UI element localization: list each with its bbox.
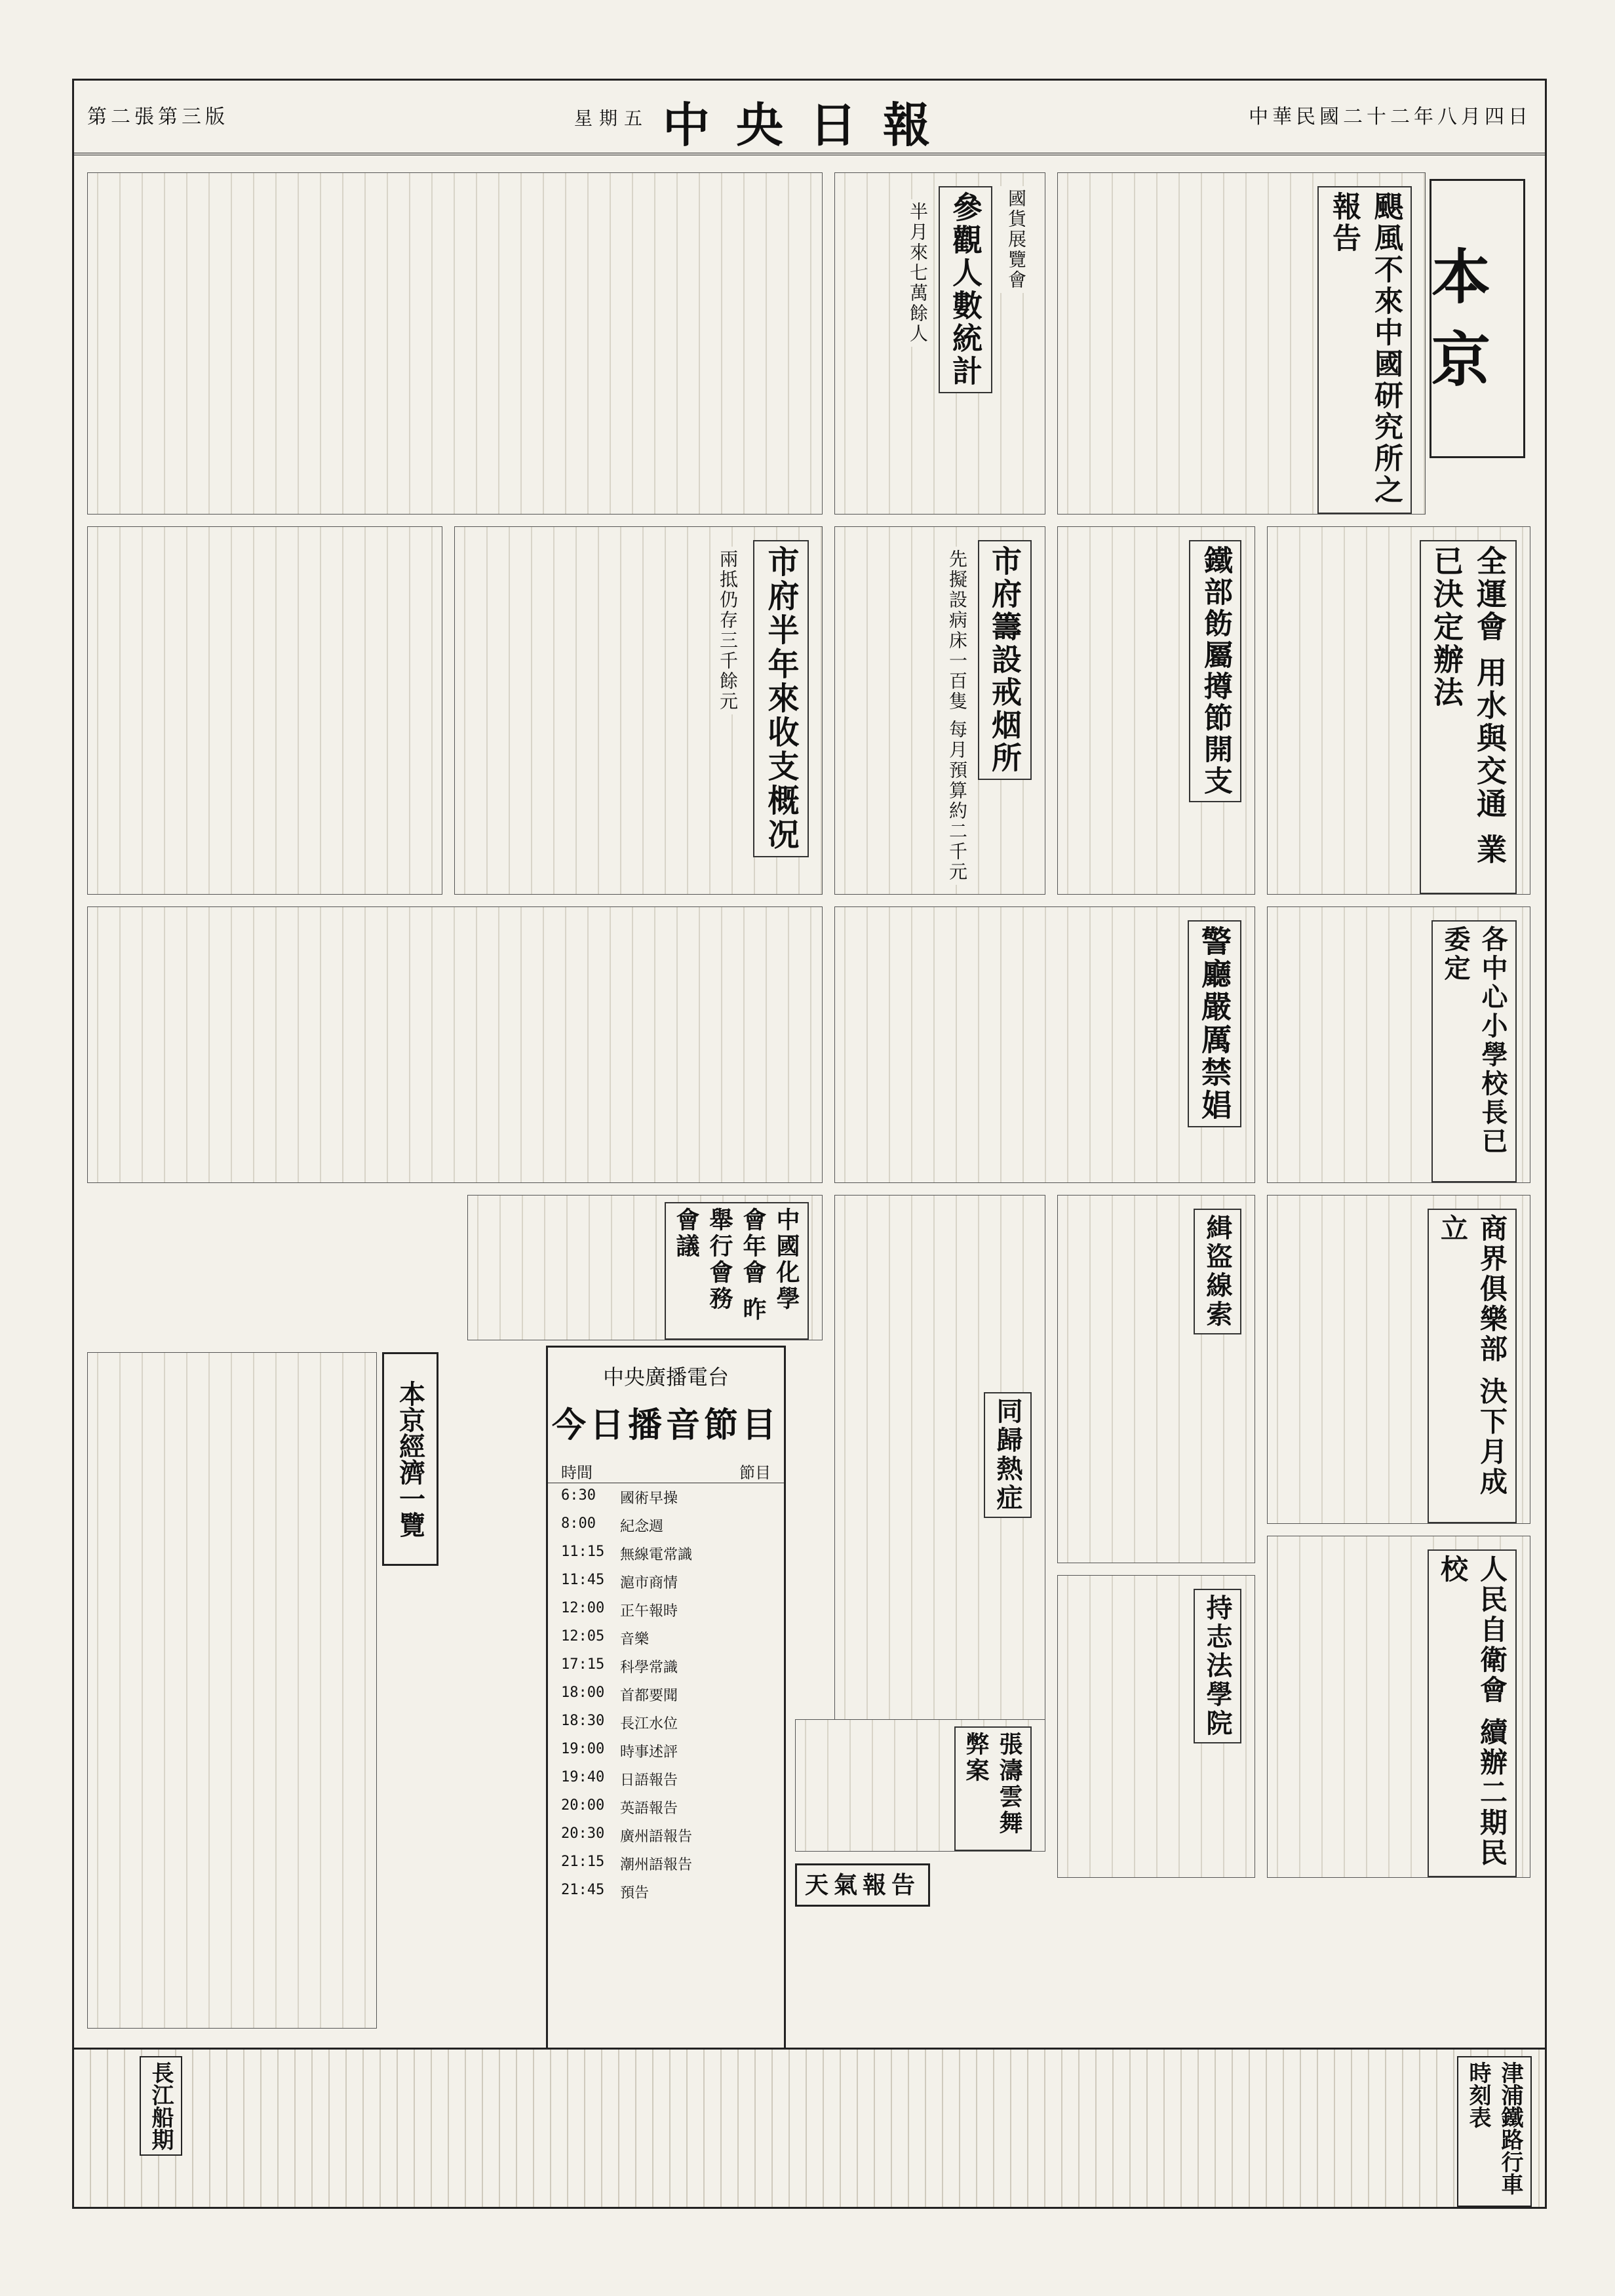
headline-opium-sub: 先擬設病床一百隻 每月預算約二千元 xyxy=(941,547,973,885)
article-misc-upper xyxy=(87,172,823,515)
shipping-label: 長江船期 xyxy=(140,2056,182,2156)
article-law xyxy=(1057,1575,1255,1878)
schedule-row xyxy=(548,1681,784,1709)
headline-exhibition-title: 國貨展覽會 xyxy=(1000,186,1032,293)
article-opium xyxy=(834,526,1045,895)
schedule-header xyxy=(548,1460,784,1483)
schedule-row xyxy=(548,1709,784,1737)
schedule-row xyxy=(548,1596,784,1624)
schedule-program: 無線電常識 xyxy=(620,1547,693,1563)
headline-civil: 人民自衛會 續辦二期民校 xyxy=(1428,1549,1517,1877)
schedule-row xyxy=(548,1821,784,1850)
schedule-program: 廣州語報告 xyxy=(620,1829,693,1845)
weather-box xyxy=(795,1863,930,1907)
schedule-program: 日語報告 xyxy=(620,1772,678,1789)
schedule-time: 12:05 xyxy=(561,1628,605,1644)
schedule-row xyxy=(548,1624,784,1652)
article-business xyxy=(1267,1195,1530,1524)
schedule-col-time: 時間 xyxy=(561,1464,593,1482)
schedule-program: 首都要聞 xyxy=(620,1688,678,1704)
headline-chemistry: 中國化學會年會 昨舉行會務會議 xyxy=(665,1202,809,1340)
schedule-program: 正午報時 xyxy=(620,1603,678,1620)
headline-heat: 同歸熱症 xyxy=(984,1392,1032,1518)
schedule-station: 中央廣播電台 xyxy=(602,1365,729,1390)
headline-dance: 張濤雲舞弊案 xyxy=(954,1726,1032,1851)
schedule-time: 12:00 xyxy=(561,1600,605,1616)
economy-label: 本京經濟一覽 xyxy=(395,1380,426,1538)
article-prostitution xyxy=(834,906,1255,1183)
schedule-program: 英語報告 xyxy=(620,1800,678,1817)
schedule-program: 預告 xyxy=(620,1885,650,1901)
section-label-text: 本京 xyxy=(1431,243,1490,395)
headline-law: 持志法學院 xyxy=(1194,1589,1241,1743)
article-civil xyxy=(1267,1536,1530,1878)
schedule-row xyxy=(548,1850,784,1878)
article-typhoon xyxy=(1057,172,1426,515)
headline-fraud: 緝盜線索 xyxy=(1194,1209,1241,1334)
section-label xyxy=(1430,179,1525,458)
article-misc-middle xyxy=(87,906,823,1183)
schedule-program: 時事述評 xyxy=(620,1744,678,1761)
headline-exhibition-main: 參觀人數統計 xyxy=(939,186,992,393)
headline-schools: 各中心小學校長已委定 xyxy=(1431,920,1517,1182)
schedule-time: 18:00 xyxy=(561,1684,605,1701)
schedule-time: 17:15 xyxy=(561,1656,605,1673)
masthead xyxy=(74,81,1545,155)
headline-business: 商界俱樂部 決下月成立 xyxy=(1428,1209,1517,1523)
economy-box xyxy=(382,1352,438,1566)
schedule-col-prog: 節目 xyxy=(739,1464,771,1482)
schedule-program: 長江水位 xyxy=(620,1716,678,1732)
article-dance xyxy=(795,1719,1045,1852)
schedule-title: 今日播音節目 xyxy=(551,1405,780,1445)
schedule-program: 音樂 xyxy=(620,1631,650,1648)
train-ship-table xyxy=(74,2048,1545,2207)
schedule-program: 潮州語報告 xyxy=(620,1857,693,1873)
schedule-row xyxy=(548,1793,784,1821)
newspaper-page xyxy=(72,79,1547,2209)
schedule-time: 18:30 xyxy=(561,1713,605,1729)
railway-timetable-label: 津浦鐵路行車時刻表 xyxy=(1457,2056,1532,2207)
article-schools xyxy=(1267,906,1530,1183)
masthead-weekday: 星期五 xyxy=(574,107,649,129)
schedule-row xyxy=(548,1878,784,1906)
masthead-date: 中華民國二十二年八月四日 xyxy=(1249,106,1532,128)
schedule-time: 19:00 xyxy=(561,1741,605,1757)
article-exhibition xyxy=(834,172,1045,515)
headline-exhibition-sub: 半月來七萬餘人 xyxy=(902,199,933,347)
radio-schedule xyxy=(546,1346,786,2084)
headline-opium: 市府籌設戒烟所 xyxy=(978,540,1032,780)
masthead-edition: 第二張第三版 xyxy=(87,106,229,128)
schedule-program: 紀念週 xyxy=(620,1519,664,1535)
article-railway xyxy=(1057,526,1255,895)
schedule-time: 21:15 xyxy=(561,1854,605,1870)
schedule-time: 20:00 xyxy=(561,1797,605,1814)
schedule-time: 11:15 xyxy=(561,1544,605,1560)
schedule-row xyxy=(548,1765,784,1793)
schedule-time: 6:30 xyxy=(561,1487,596,1504)
schedule-row xyxy=(548,1483,784,1511)
headline-prostitution: 警廳嚴厲禁娼 xyxy=(1188,920,1241,1127)
schedule-row xyxy=(548,1511,784,1540)
schedule-time: 21:45 xyxy=(561,1882,605,1898)
headline-budget-sub: 兩抵仍存三千餘元 xyxy=(712,547,743,714)
schedule-program: 國術早操 xyxy=(620,1490,678,1507)
headline-water: 全運會 用水與交通 業已決定辦法 xyxy=(1420,540,1517,894)
schedule-row xyxy=(548,1540,784,1568)
article-misc-left xyxy=(87,526,442,895)
headline-typhoon: 颶風不來中國研究所之報告 xyxy=(1317,186,1412,514)
schedule-time: 8:00 xyxy=(561,1515,596,1532)
schedule-time: 20:30 xyxy=(561,1825,605,1842)
article-water xyxy=(1267,526,1530,895)
schedule-row xyxy=(548,1737,784,1765)
schedule-rows xyxy=(548,1483,784,1906)
schedule-program: 科學常識 xyxy=(620,1660,678,1676)
article-fraud xyxy=(1057,1195,1255,1563)
headline-railway: 鐵部飭屬撙節開支 xyxy=(1189,540,1241,802)
schedule-row xyxy=(548,1568,784,1596)
schedule-row xyxy=(548,1652,784,1681)
article-city-budget xyxy=(454,526,823,895)
masthead-title: 中央日報 xyxy=(662,97,957,153)
schedule-time: 11:45 xyxy=(561,1572,605,1588)
schedule-program: 滬市商情 xyxy=(620,1575,678,1591)
weather-label: 天氣報告 xyxy=(804,1871,920,1899)
schedule-time: 19:40 xyxy=(561,1769,605,1785)
article-chemistry xyxy=(467,1195,823,1340)
headline-city-budget: 市府半年來收支概况 xyxy=(753,540,809,857)
article-economy-table xyxy=(87,1352,377,2029)
